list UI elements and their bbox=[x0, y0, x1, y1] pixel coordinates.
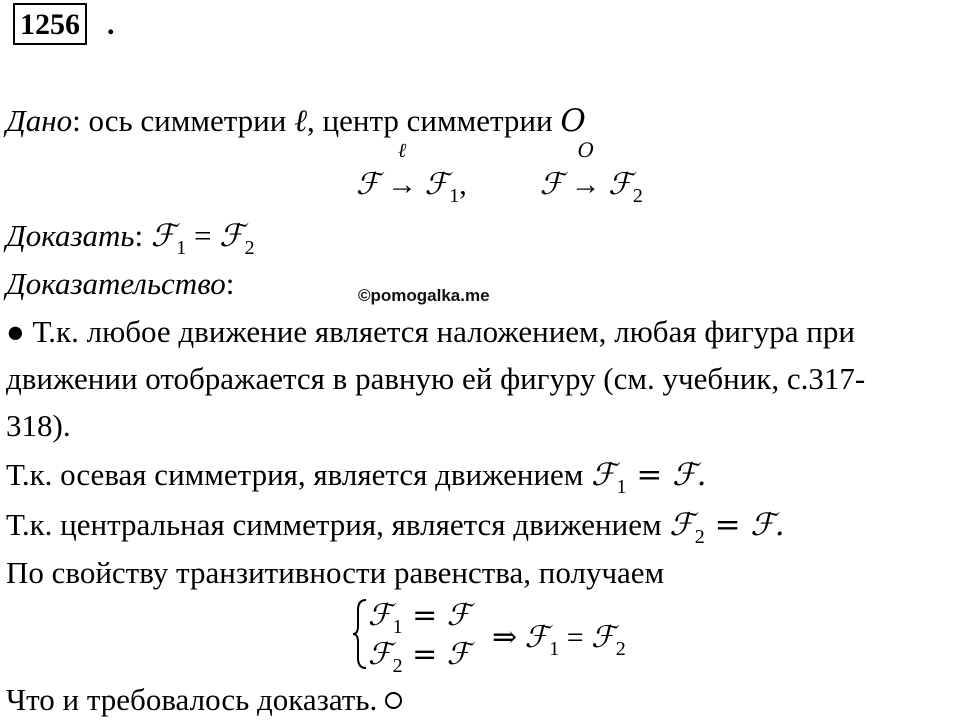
prove-sub-1: 1 bbox=[176, 237, 187, 259]
conclusion-line bbox=[6, 684, 402, 715]
map1-target: ℱ bbox=[424, 167, 449, 202]
map1-over: ℓ bbox=[397, 138, 407, 162]
prove-sub-2: 2 bbox=[244, 237, 255, 259]
watermark: ©pomogalka.me bbox=[358, 286, 490, 305]
prove-eq: = bbox=[186, 218, 220, 253]
conclusion-text: Что и требовалось доказать. bbox=[6, 682, 378, 717]
body-line-4-fig: ℱ bbox=[591, 457, 616, 493]
proof-label: Доказательство bbox=[6, 266, 226, 301]
map-comma: , bbox=[459, 168, 467, 201]
body-line-6: По свойству транзитивности равенства, получаем bbox=[6, 555, 665, 590]
given-line bbox=[6, 105, 586, 137]
mappings-line bbox=[356, 138, 643, 207]
proof-colon: : bbox=[225, 266, 235, 301]
problem-number-dot: . bbox=[107, 8, 115, 41]
implies-symbol: ⇒ bbox=[492, 621, 525, 654]
body-line-4 bbox=[6, 457, 707, 498]
end-of-proof-icon bbox=[385, 692, 402, 709]
prove-colon: : bbox=[134, 218, 144, 253]
map1-arrow: ℓ → bbox=[387, 138, 418, 201]
body-line-5-fig: ℱ bbox=[669, 507, 694, 543]
axis-symbol: ℓ bbox=[294, 103, 308, 139]
body-line-2: движении отображается в равную ей фигуру (см. учебник, с.317- bbox=[6, 361, 866, 396]
given-label: Дано bbox=[6, 103, 73, 138]
body-line-5-sub: 2 bbox=[694, 526, 705, 548]
body-line-5 bbox=[6, 507, 785, 548]
system-result: ⇒ ℱ$_1$ = ℱ$_2$ bbox=[492, 620, 626, 660]
prove-fig-2: ℱ bbox=[219, 218, 244, 254]
brace-icon bbox=[352, 598, 368, 670]
problem-number: 1256 bbox=[13, 3, 87, 45]
body-line-5-tail: = ℱ. bbox=[704, 507, 785, 543]
system-rows bbox=[368, 598, 470, 676]
center-symbol: O bbox=[560, 103, 586, 139]
proof-line bbox=[6, 268, 234, 299]
map1-source: ℱ bbox=[356, 167, 380, 202]
system-row-1: ℱ$_1$ = ℱ bbox=[368, 598, 471, 638]
given-text-1: : ось симметрии bbox=[72, 103, 295, 138]
map2-target: ℱ bbox=[608, 167, 632, 202]
map1-target-sub: 1 bbox=[449, 185, 460, 207]
body-line-1: ● Т.к. любое движение является наложением, любая фигура при bbox=[6, 314, 855, 349]
system-row-2: ℱ$_2$ = ℱ bbox=[368, 637, 471, 677]
body-line-4-text: Т.к. осевая симметрия, является движением bbox=[6, 457, 592, 492]
map2-source: ℱ bbox=[539, 167, 564, 202]
body-line-3: 318). bbox=[6, 408, 71, 443]
prove-label: Доказать bbox=[6, 218, 135, 253]
map2-over: O bbox=[577, 138, 594, 162]
body-line-4-tail: = ℱ. bbox=[626, 457, 707, 493]
map2-target-sub: 2 bbox=[632, 185, 643, 207]
prove-fig-1: ℱ bbox=[150, 218, 176, 254]
given-text-2: , центр симметрии bbox=[307, 103, 561, 138]
prove-line bbox=[6, 218, 255, 259]
body-line-4-sub: 1 bbox=[616, 476, 627, 498]
body-line-5-text: Т.к. центральная симметрия, является движением bbox=[6, 507, 670, 542]
map2-arrow: O → bbox=[570, 138, 601, 201]
